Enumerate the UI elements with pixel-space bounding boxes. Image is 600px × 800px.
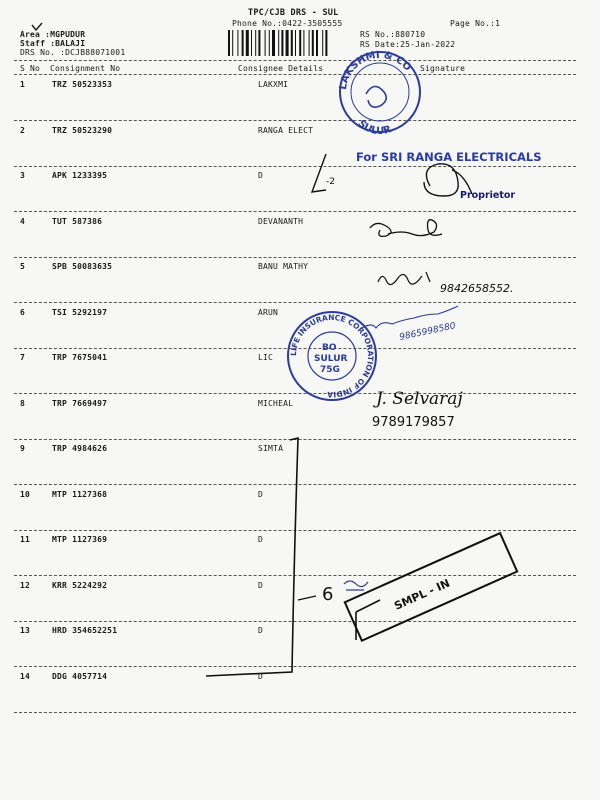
row-serial-number: 8 — [20, 398, 26, 408]
barcode-bar — [281, 30, 283, 56]
row-consignment-number: MTP 1127369 — [52, 535, 108, 544]
row-serial-number: 9 — [20, 444, 26, 453]
row-consignee-name: MICHEAL — [258, 398, 294, 408]
row6-signature — [362, 306, 458, 328]
row-divider — [14, 348, 576, 349]
row-consignment-number: TRZ 50523290 — [52, 125, 113, 135]
row-serial-number: 1 — [20, 80, 26, 89]
row-consignment-number: TRZ 50523353 — [52, 80, 113, 89]
row-serial-number: 12 — [20, 580, 31, 590]
barcode-bar — [295, 30, 296, 56]
row-serial-number: 11 — [20, 535, 31, 544]
row-consignment-number: TUT 587386 — [52, 216, 103, 226]
row-consignee-name: D — [258, 626, 264, 635]
row-consignment-number: DDG 4057714 — [52, 671, 108, 681]
row-consignee-name: LAKXMI — [258, 80, 289, 89]
barcode-bar — [278, 30, 279, 56]
column-header-signature: Signature — [420, 64, 466, 73]
row-divider — [14, 257, 576, 258]
barcode — [228, 30, 352, 56]
row-consignee-name: SIMTA — [258, 444, 284, 453]
rs-date: RS Date:25-Jan-2022 — [360, 40, 456, 49]
barcode-bar — [251, 30, 252, 56]
barcode-bar — [322, 30, 323, 56]
row8-signature-name: J. Selvaraj — [376, 389, 463, 409]
smpl-stamp-label: SMPL - IN — [392, 576, 452, 613]
barcode-bar — [309, 30, 310, 56]
row-serial-number: 2 — [20, 125, 26, 135]
row-serial-number: 14 — [20, 671, 31, 681]
row-consignee-name: LIC — [258, 353, 274, 362]
phone-number: Phone No.:0422-3505555 — [232, 19, 343, 28]
lic-stamp — [288, 312, 376, 400]
row-consignee-name: D — [258, 489, 264, 499]
row-consignee-name: D — [258, 535, 264, 544]
row-divider — [14, 211, 576, 212]
row-serial-number: 3 — [20, 171, 26, 180]
barcode-bar — [291, 30, 293, 56]
ranga-signature — [424, 164, 472, 196]
item-count: 6 — [322, 584, 334, 605]
divider — [14, 60, 576, 61]
column-header-sno: S No — [20, 64, 41, 73]
barcode-bar — [242, 30, 244, 56]
row-consignee-name: D — [258, 671, 264, 681]
row-divider — [14, 575, 576, 576]
row-serial-number: 6 — [20, 307, 26, 317]
row-divider — [14, 712, 576, 713]
row-serial-number: 5 — [20, 262, 26, 271]
barcode-bar — [299, 30, 301, 56]
row-divider — [14, 166, 576, 167]
smpl-stamp — [345, 533, 517, 641]
row4-signature — [370, 220, 442, 237]
lic-stamp-bo: BO — [322, 343, 337, 353]
row-serial-number: 10 — [20, 489, 31, 499]
page-number: Page No.:1 — [450, 19, 501, 28]
tick-mark-icon — [30, 22, 50, 32]
proprietor-label: Proprietor — [460, 190, 516, 201]
lic-stamp-code: 75G — [320, 365, 340, 375]
row3-handwritten-mark: -2 — [326, 177, 335, 187]
row-consignment-number: TRP 7669497 — [52, 398, 108, 408]
row-divider — [14, 393, 576, 394]
barcode-bar — [286, 30, 289, 56]
barcode-bar — [237, 30, 238, 56]
row-consignment-number: TSI 5292197 — [52, 307, 108, 317]
staff-label: Staff :BALAJI — [20, 39, 86, 48]
lakshmi-stamp — [338, 50, 420, 137]
row-consignment-number: TRP 7675041 — [52, 353, 108, 362]
row-divider — [14, 484, 576, 485]
row-serial-number: 7 — [20, 353, 26, 362]
row-serial-number: 4 — [20, 216, 26, 226]
count-scribble — [344, 581, 368, 590]
barcode-bar — [265, 30, 266, 56]
drs-number: DRS No. :DCJB88071001 — [20, 48, 126, 57]
lic-stamp-sulur: SULUR — [314, 354, 348, 364]
document-title: TPC/CJB DRS - SUL — [248, 8, 339, 18]
row-consignment-number: SPB 50083635 — [52, 262, 113, 271]
row8-phone-number: 9789179857 — [372, 415, 455, 430]
row5-signature — [378, 272, 430, 285]
barcode-bar — [255, 30, 256, 56]
lakshmi-stamp-top: LAKSHMI & CO — [338, 49, 414, 91]
barcode-bar — [325, 30, 327, 56]
barcode-bar — [228, 30, 230, 56]
row-consignment-number: HRD 354652251 — [52, 626, 118, 635]
barcode-bar — [303, 30, 304, 56]
area-label: Area :MGPUDUR — [20, 30, 86, 39]
row-divider — [14, 120, 576, 121]
row3-mark — [312, 154, 326, 192]
row-consignee-name: ARUN — [258, 307, 279, 317]
lakshmi-stamp-bottom: SULUR — [355, 118, 393, 138]
barcode-bar — [232, 30, 233, 56]
row-consignee-name: D — [258, 580, 264, 590]
barcode-bar — [269, 30, 270, 56]
barcode-bar — [312, 30, 314, 56]
column-header-consignee: Consignee Details — [238, 64, 324, 73]
row-consignment-number: KRR 5224292 — [52, 580, 108, 590]
row-consignment-number: APK 1233395 — [52, 171, 108, 180]
barcode-bar — [316, 30, 318, 56]
row-consignee-name: RANGA ELECT — [258, 125, 314, 135]
row-divider — [14, 302, 576, 303]
row-consignment-number: TRP 4984626 — [52, 444, 108, 453]
lic-stamp-ring: LIFE INSURANCE CORPORATION OF INDIA — [288, 312, 376, 400]
barcode-bar — [258, 30, 260, 56]
row6-phone-number: 9865998580 — [398, 321, 457, 343]
row-divider — [14, 666, 576, 667]
row-consignee-name: DEVANANTH — [258, 216, 304, 226]
row-consignment-number: MTP 1127368 — [52, 489, 108, 499]
divider — [14, 74, 576, 75]
row-divider — [14, 530, 576, 531]
row-consignee-name: BANU MATHY — [258, 262, 309, 271]
row-divider — [14, 439, 576, 440]
barcode-bar — [272, 30, 275, 56]
row-consignee-name: D — [258, 171, 264, 180]
barcode-bar — [246, 30, 249, 56]
row-divider — [14, 621, 576, 622]
row-serial-number: 13 — [20, 626, 31, 635]
rs-number: RS No.:880710 — [360, 30, 426, 39]
ranga-electricals-stamp: For SRI RANGA ELECTRICALS — [356, 150, 542, 164]
count-dash — [298, 596, 316, 600]
bracket-mark — [206, 438, 298, 676]
row5-phone-number: 9842658552. — [440, 282, 514, 295]
column-header-consignment: Consignment No — [50, 64, 121, 73]
